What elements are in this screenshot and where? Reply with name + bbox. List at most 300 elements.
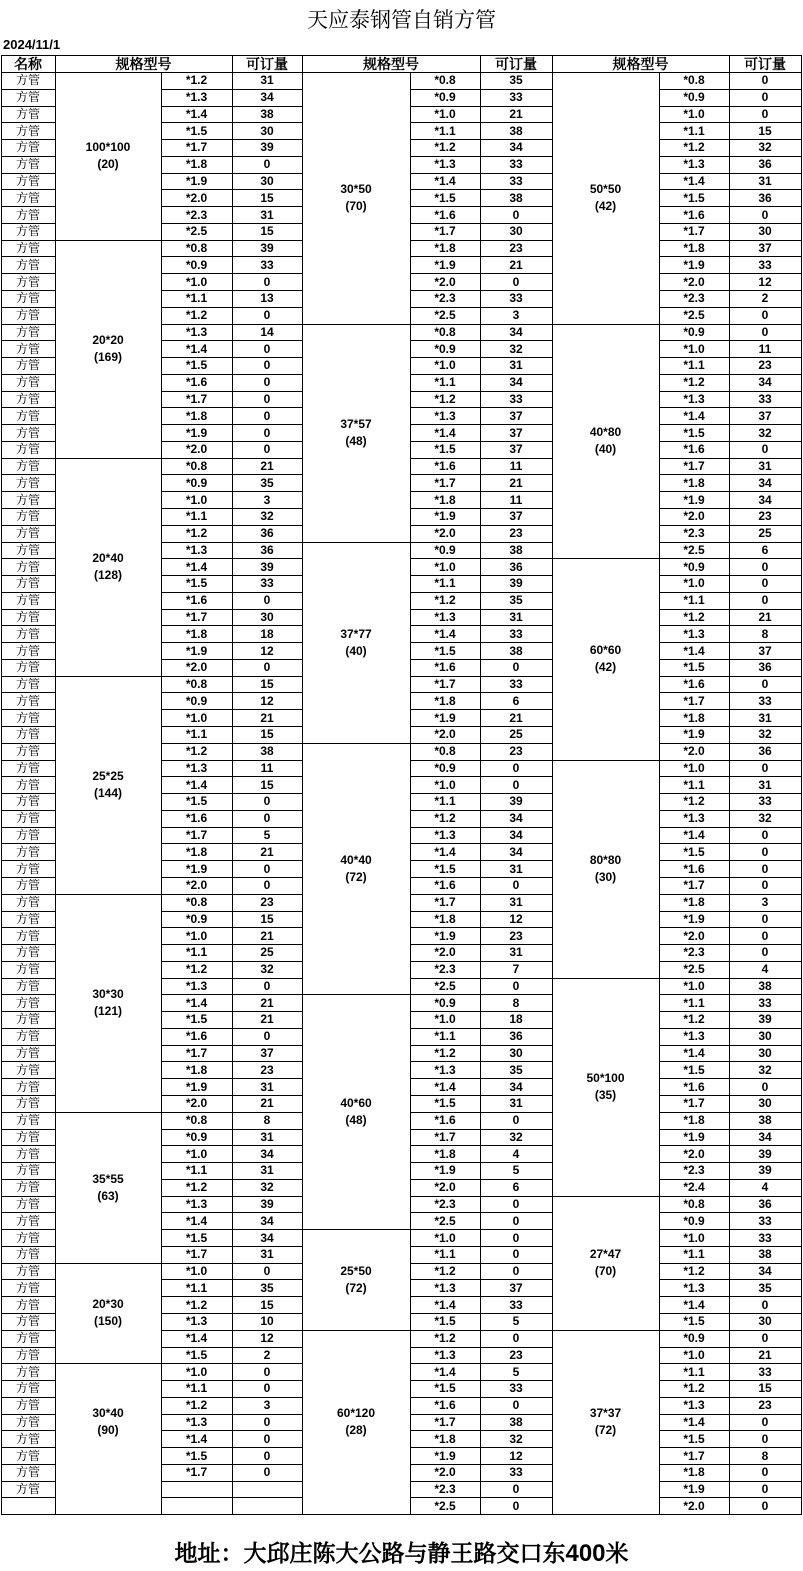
group-size: 40*80: [589, 425, 622, 440]
thickness-cell: *1.5: [185, 1012, 208, 1027]
quantity-cell: 0: [512, 1230, 520, 1245]
quantity-cell: 33: [758, 1213, 772, 1228]
thickness-cell: *1.6: [434, 1398, 456, 1413]
thickness-cell: *1.3: [683, 1398, 705, 1413]
thickness-cell: *1.6: [185, 811, 208, 826]
row-name: 方管: [15, 1448, 40, 1463]
thickness-cell: *1.1: [185, 727, 208, 742]
quantity-cell: 0: [761, 928, 769, 943]
quantity-cell: 0: [263, 1381, 271, 1396]
thickness-cell: *1.8: [434, 1146, 456, 1161]
thickness-cell: *1.0: [185, 928, 208, 943]
thickness-cell: *1.1: [434, 1029, 456, 1044]
quantity-cell: 0: [263, 408, 271, 423]
quantity-cell: 36: [758, 744, 772, 759]
grid-line: [552, 72, 553, 1514]
thickness-cell: *1.0: [185, 274, 208, 289]
thickness-cell: *1.2: [434, 593, 456, 608]
group-size: 50*50: [589, 182, 622, 197]
row-name: 方管: [15, 777, 40, 792]
thickness-cell: *2.0: [434, 274, 456, 289]
thickness-cell: *1.7: [185, 1247, 208, 1262]
quantity-cell: 11: [260, 760, 274, 775]
row-name: 方管: [15, 928, 40, 943]
group-count: (48): [345, 1113, 367, 1128]
thickness-cell: *1.2: [434, 811, 456, 826]
quantity-cell: 23: [758, 509, 772, 524]
thickness-cell: *1.4: [683, 1414, 705, 1429]
thickness-cell: *2.3: [683, 526, 705, 541]
thickness-cell: *1.6: [434, 878, 456, 893]
quantity-cell: 23: [509, 241, 523, 256]
quantity-cell: 21: [509, 257, 523, 272]
grid-line: [552, 1196, 659, 1197]
row-name: 方管: [15, 1113, 40, 1128]
quantity-cell: 31: [509, 358, 523, 373]
thickness-cell: *1.5: [434, 1314, 456, 1329]
thickness-cell: *1.9: [185, 425, 208, 440]
row-name: 方管: [15, 610, 40, 624]
thickness-cell: *1.1: [683, 777, 705, 792]
address-unit: 米: [605, 1540, 629, 1567]
quantity-cell: 30: [509, 1046, 523, 1061]
thickness-cell: *2.0: [434, 727, 456, 742]
thickness-cell: *0.9: [683, 1213, 705, 1228]
quantity-cell: 37: [758, 643, 772, 658]
quantity-cell: 0: [761, 593, 769, 608]
quantity-cell: 36: [758, 157, 772, 172]
thickness-cell: *2.4: [683, 1180, 705, 1195]
thickness-cell: *1.2: [683, 794, 705, 809]
thickness-cell: *1.3: [434, 828, 456, 843]
thickness-cell: *1.1: [683, 1247, 705, 1262]
quantity-cell: 23: [260, 895, 274, 910]
quantity-cell: 30: [758, 1096, 772, 1111]
quantity-cell: 30: [260, 123, 274, 138]
quantity-cell: 35: [260, 475, 274, 490]
grid-line: [552, 55, 553, 72]
row-name: 方管: [15, 140, 40, 155]
quantity-cell: 31: [260, 1163, 274, 1178]
quantity-cell: 33: [509, 392, 523, 406]
row-name: 方管: [15, 1280, 40, 1295]
quantity-cell: 35: [509, 593, 523, 608]
quantity-cell: 0: [263, 1414, 271, 1429]
row-name: 方管: [15, 1146, 40, 1161]
thickness-cell: *1.0: [434, 106, 456, 121]
thickness-cell: *1.4: [434, 1297, 456, 1312]
row-name: 方管: [15, 844, 40, 859]
quantity-cell: 0: [512, 777, 520, 792]
row-name: 方管: [15, 1046, 40, 1061]
quantity-cell: 21: [260, 459, 274, 474]
thickness-cell: *1.2: [185, 744, 208, 759]
thickness-cell: *1.9: [683, 492, 705, 507]
quantity-cell: 36: [509, 1029, 523, 1044]
quantity-cell: 31: [260, 73, 274, 88]
quantity-cell: 36: [758, 190, 772, 205]
quantity-cell: 31: [509, 945, 523, 960]
thickness-cell: *1.3: [683, 626, 705, 641]
thickness-cell: *2.0: [683, 1146, 705, 1161]
grid-line: [302, 1514, 410, 1515]
quantity-cell: 39: [509, 576, 523, 591]
row-name: 方管: [15, 1163, 40, 1178]
grid-line: [55, 894, 161, 895]
quantity-cell: 0: [263, 811, 271, 826]
thickness-cell: *1.4: [434, 1364, 456, 1379]
quantity-cell: 6: [512, 1180, 520, 1195]
quantity-cell: 33: [509, 1297, 523, 1312]
grid-line: [552, 324, 659, 325]
thickness-cell: *1.9: [185, 643, 208, 658]
thickness-cell: *0.8: [683, 73, 705, 88]
thickness-cell: *1.5: [434, 643, 456, 658]
row-name: 方管: [15, 241, 40, 256]
quantity-cell: 38: [509, 1414, 523, 1429]
thickness-cell: *1.0: [683, 978, 705, 993]
quantity-cell: 0: [263, 358, 271, 373]
quantity-cell: 0: [761, 1297, 769, 1312]
quantity-cell: 5: [512, 1163, 520, 1178]
row-name: 方管: [15, 492, 40, 507]
grid-line: [55, 55, 56, 72]
quantity-cell: 34: [758, 492, 772, 507]
grid-line: [161, 1497, 302, 1498]
row-name: 方管: [15, 224, 40, 239]
thickness-cell: *1.1: [185, 1280, 208, 1295]
quantity-cell: 0: [263, 794, 271, 809]
grid-line: [302, 324, 410, 325]
quantity-cell: 21: [509, 710, 523, 725]
row-name: 方管: [15, 1482, 40, 1497]
thickness-cell: *1.5: [683, 425, 705, 440]
thickness-cell: *2.5: [434, 978, 456, 993]
quantity-cell: 37: [509, 442, 523, 457]
quantity-cell: 4: [761, 1180, 769, 1195]
quantity-cell: 32: [260, 509, 274, 524]
quantity-cell: 31: [758, 710, 772, 725]
thickness-cell: *0.9: [185, 911, 208, 926]
thickness-cell: *1.8: [185, 157, 208, 172]
row-name: 方管: [15, 643, 40, 658]
quantity-cell: 11: [509, 492, 523, 507]
quantity-cell: 0: [263, 978, 271, 993]
grid-line: [161, 1481, 302, 1482]
quantity-cell: 32: [758, 1062, 772, 1077]
quantity-cell: 3: [761, 895, 769, 910]
group-count: (72): [345, 1280, 367, 1295]
thickness-cell: *1.3: [185, 1196, 208, 1211]
quantity-cell: 8: [263, 1113, 271, 1128]
quantity-cell: 0: [761, 324, 769, 339]
quantity-cell: 21: [260, 995, 274, 1010]
quantity-cell: 6: [512, 693, 520, 708]
thickness-cell: *1.5: [185, 1448, 208, 1463]
group-size: 25*50: [340, 1263, 372, 1278]
quantity-cell: 15: [260, 777, 274, 792]
row-name: 方管: [15, 1029, 40, 1044]
row-name: 方管: [15, 274, 40, 289]
group-size: 27*47: [589, 1247, 622, 1262]
thickness-cell: *1.4: [185, 106, 208, 121]
quantity-cell: 37: [758, 241, 772, 256]
quantity-cell: 36: [260, 542, 274, 557]
group-size: 20*40: [92, 551, 124, 566]
row-name: 方管: [15, 291, 40, 306]
thickness-cell: *1.2: [434, 1264, 456, 1279]
thickness-cell: *1.2: [185, 308, 208, 323]
quantity-cell: 0: [761, 442, 769, 457]
thickness-cell: *1.3: [683, 392, 705, 406]
row-name: 方管: [15, 828, 40, 843]
thickness-cell: *1.4: [683, 1297, 705, 1312]
quantity-cell: 0: [263, 1029, 271, 1044]
page-title: 天应泰钢管自销方管: [307, 8, 496, 32]
thickness-cell: *0.9: [434, 760, 456, 775]
thickness-cell: *1.5: [683, 1314, 705, 1329]
quantity-cell: 0: [761, 90, 769, 105]
thickness-cell: *1.4: [683, 408, 705, 423]
header-qty: 可订量: [495, 55, 537, 72]
thickness-cell: *1.9: [434, 928, 456, 943]
thickness-cell: *1.6: [185, 375, 208, 390]
grid-line: [552, 1330, 659, 1331]
thickness-cell: *1.8: [683, 1465, 705, 1480]
quantity-cell: 0: [761, 861, 769, 876]
quantity-cell: 0: [263, 392, 271, 406]
quantity-cell: 31: [260, 1129, 274, 1144]
thickness-cell: *1.5: [185, 576, 208, 591]
quantity-cell: 33: [758, 1364, 772, 1379]
group-size: 30*30: [92, 987, 124, 1002]
group-count: (70): [345, 199, 367, 214]
thickness-cell: *1.9: [683, 911, 705, 926]
thickness-cell: *2.3: [683, 291, 705, 306]
thickness-cell: *2.3: [434, 962, 456, 977]
thickness-cell: *1.5: [434, 1381, 456, 1396]
thickness-cell: *2.0: [683, 744, 705, 759]
quantity-cell: 21: [758, 1347, 772, 1362]
thickness-cell: *1.9: [683, 257, 705, 272]
thickness-cell: *2.0: [683, 509, 705, 524]
row-name: 方管: [15, 693, 40, 708]
thickness-cell: *1.4: [683, 828, 705, 843]
thickness-cell: *1.9: [683, 1129, 705, 1144]
quantity-cell: 15: [758, 123, 772, 138]
quantity-cell: 39: [260, 140, 274, 155]
thickness-cell: *1.6: [185, 1029, 208, 1044]
thickness-cell: *1.8: [185, 844, 208, 859]
quantity-cell: 12: [509, 1448, 523, 1463]
quantity-cell: 0: [512, 1482, 520, 1497]
quantity-cell: 0: [761, 559, 769, 574]
thickness-cell: *1.5: [185, 1347, 208, 1362]
thickness-cell: *1.4: [185, 559, 208, 574]
thickness-cell: *1.2: [683, 140, 705, 155]
thickness-cell: *1.3: [434, 1280, 456, 1295]
header-qty: 可订量: [246, 55, 288, 72]
quantity-cell: 21: [260, 1012, 274, 1027]
quantity-cell: 0: [761, 945, 769, 960]
quantity-cell: 21: [509, 106, 523, 121]
quantity-cell: 5: [512, 1364, 520, 1379]
row-name: 方管: [15, 207, 40, 222]
thickness-cell: *1.9: [185, 173, 208, 188]
thickness-cell: *1.0: [683, 1230, 705, 1245]
thickness-cell: *1.7: [683, 459, 705, 474]
row-name: 方管: [15, 90, 40, 105]
row-name: 方管: [15, 106, 40, 121]
row-name: 方管: [15, 1247, 40, 1262]
row-name: 方管: [15, 794, 40, 809]
row-name: 方管: [15, 123, 40, 138]
thickness-cell: *1.7: [185, 140, 208, 155]
thickness-cell: *1.5: [683, 1062, 705, 1077]
thickness-cell: *0.9: [185, 475, 208, 490]
thickness-cell: *1.8: [434, 492, 456, 507]
quantity-cell: 32: [260, 962, 274, 977]
quantity-cell: 0: [512, 207, 520, 222]
thickness-cell: *0.8: [185, 241, 208, 256]
thickness-cell: *1.0: [683, 760, 705, 775]
report-date: 2024/11/1: [3, 37, 61, 52]
quantity-cell: 0: [263, 274, 271, 289]
thickness-cell: *0.9: [683, 324, 705, 339]
quantity-cell: 23: [260, 1062, 274, 1077]
row-name: 方管: [15, 677, 40, 692]
thickness-cell: *1.6: [434, 459, 456, 474]
quantity-cell: 33: [509, 626, 523, 641]
quantity-cell: 15: [260, 190, 274, 205]
row-name: 方管: [15, 1381, 40, 1396]
thickness-cell: *1.5: [683, 190, 705, 205]
quantity-cell: 0: [263, 341, 271, 356]
thickness-cell: *1.3: [185, 978, 208, 993]
thickness-cell: *1.7: [185, 1046, 208, 1061]
quantity-cell: 23: [509, 744, 523, 759]
row-name: 方管: [15, 1364, 40, 1379]
thickness-cell: *1.9: [185, 861, 208, 876]
thickness-cell: *1.1: [185, 509, 208, 524]
quantity-cell: 39: [758, 1012, 772, 1027]
quantity-cell: 0: [512, 1398, 520, 1413]
thickness-cell: *1.1: [434, 123, 456, 138]
thickness-cell: *1.4: [683, 1046, 705, 1061]
quantity-cell: 38: [260, 744, 274, 759]
group-count: (72): [594, 1423, 617, 1438]
row-name: 方管: [15, 526, 40, 541]
grid-line: [55, 1363, 161, 1364]
quantity-cell: 31: [260, 207, 274, 222]
thickness-cell: *1.7: [434, 475, 456, 490]
thickness-cell: *1.6: [185, 593, 208, 608]
thickness-cell: *2.0: [434, 1465, 456, 1480]
thickness-cell: *1.6: [434, 207, 456, 222]
row-name: 方管: [15, 978, 40, 993]
row-name: 方管: [15, 1465, 40, 1480]
thickness-cell: *1.8: [185, 626, 208, 641]
row-name: 方管: [15, 878, 40, 893]
quantity-cell: 34: [758, 475, 772, 490]
quantity-cell: 21: [758, 610, 772, 624]
thickness-cell: *1.0: [434, 1230, 456, 1245]
quantity-cell: 6: [761, 542, 769, 557]
quantity-cell: 18: [509, 1012, 523, 1027]
row-name: 方管: [15, 1129, 40, 1144]
thickness-cell: *1.3: [683, 157, 705, 172]
row-name: 方管: [15, 576, 40, 591]
thickness-cell: *2.0: [185, 190, 208, 205]
grid-line: [302, 1330, 410, 1331]
grid-line: [55, 458, 161, 459]
row-name: 方管: [15, 509, 40, 524]
row-name: 方管: [15, 995, 40, 1010]
quantity-cell: 39: [758, 1163, 772, 1178]
quantity-cell: 30: [758, 1314, 772, 1329]
quantity-cell: 32: [758, 140, 772, 155]
thickness-cell: *2.0: [683, 928, 705, 943]
thickness-cell: *1.0: [185, 1146, 208, 1161]
quantity-cell: 10: [260, 1314, 274, 1329]
quantity-cell: 37: [260, 1046, 274, 1061]
row-name: 方管: [15, 1431, 40, 1446]
quantity-cell: 0: [512, 760, 520, 775]
thickness-cell: *2.3: [434, 1196, 456, 1211]
address-footer: [0, 1535, 803, 1568]
quantity-cell: 7: [512, 962, 520, 977]
thickness-cell: *1.2: [683, 375, 705, 390]
thickness-cell: *1.2: [185, 1398, 208, 1413]
thickness-cell: *1.4: [185, 1431, 208, 1446]
quantity-cell: 34: [509, 828, 523, 843]
quantity-cell: 15: [260, 727, 274, 742]
quantity-cell: 0: [512, 878, 520, 893]
row-name: 方管: [15, 911, 40, 926]
thickness-cell: *2.5: [683, 542, 705, 557]
grid-line: [55, 676, 161, 677]
group-count: (40): [594, 442, 617, 457]
address-distance: 400: [565, 1540, 606, 1567]
thickness-cell: *0.9: [434, 341, 456, 356]
thickness-cell: *0.8: [185, 895, 208, 910]
quantity-cell: 37: [509, 408, 523, 423]
quantity-cell: 0: [512, 1196, 520, 1211]
quantity-cell: 21: [260, 1096, 274, 1111]
quantity-cell: 0: [263, 878, 271, 893]
thickness-cell: *1.4: [185, 1213, 208, 1228]
thickness-cell: *2.5: [434, 1498, 456, 1513]
thickness-cell: *1.2: [434, 1331, 456, 1346]
thickness-cell: *0.8: [683, 1196, 705, 1211]
quantity-cell: 18: [260, 626, 274, 641]
thickness-cell: *1.6: [683, 442, 705, 457]
row-name: 方管: [15, 1213, 40, 1228]
quantity-cell: 31: [758, 173, 772, 188]
quantity-cell: 36: [758, 660, 772, 675]
quantity-cell: 35: [509, 73, 523, 88]
group-count: (169): [93, 350, 122, 365]
quantity-cell: 36: [260, 526, 274, 541]
thickness-cell: *1.3: [434, 408, 456, 423]
row-name: 方管: [15, 459, 40, 474]
quantity-cell: 30: [260, 173, 274, 188]
grid-line: [302, 72, 410, 73]
row-name: 方管: [15, 190, 40, 205]
address-text: 地址：大邱庄陈大公路与静王路交口东: [174, 1540, 566, 1567]
thickness-cell: *1.9: [434, 509, 456, 524]
thickness-cell: *1.0: [683, 341, 705, 356]
